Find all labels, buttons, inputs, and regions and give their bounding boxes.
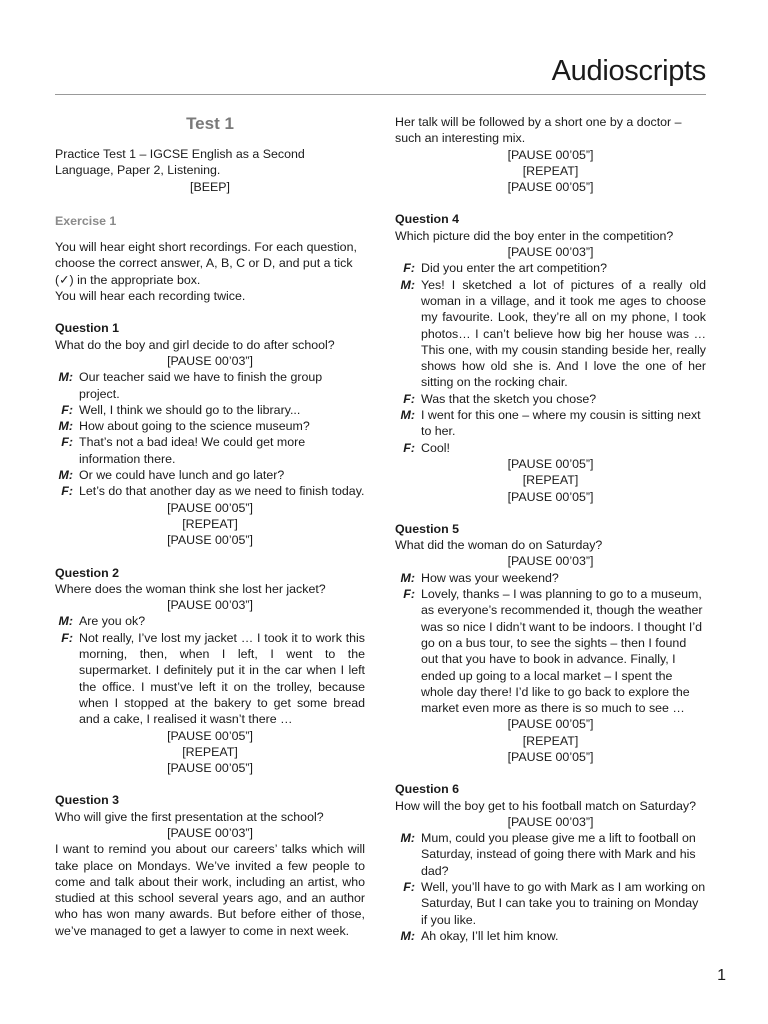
repeat-cue: [REPEAT] <box>522 163 579 178</box>
speaker-label: F: <box>403 261 415 276</box>
repeat-cue: [REPEAT] <box>522 733 579 748</box>
speaker-label: M: <box>400 831 415 846</box>
pause-cue: [PAUSE 00’05”] <box>167 500 253 515</box>
speaker-label: M: <box>58 614 73 629</box>
dialogue-line <box>395 407 706 440</box>
pause-cue: [PAUSE 00’05”] <box>507 147 594 162</box>
dialogue-text: Was that the sketch you chose? <box>421 391 597 406</box>
dialogue-text: Well, you’ll have to go with Mark as I am working on Saturday, But I can take you to training on Monday if you like. <box>421 880 706 927</box>
question-2-text: Where does the woman think she lost her jacket? <box>55 581 326 596</box>
pause-cue: [PAUSE 00’03”] <box>167 353 253 368</box>
pause-cue: [PAUSE 00’05”] <box>167 533 253 548</box>
question-3-heading: Question 3 <box>55 793 120 808</box>
repeat-cue: [REPEAT] <box>182 744 238 759</box>
dialogue-text: Or we could have lunch and go later? <box>79 468 285 483</box>
question-5-text: What did the woman do on Saturday? <box>395 538 603 553</box>
dialogue <box>395 570 706 717</box>
right-column <box>395 114 706 944</box>
pause-cue: [PAUSE 00’03”] <box>167 825 253 840</box>
dialogue <box>395 260 706 456</box>
repeat-cue: [REPEAT] <box>522 473 579 488</box>
dialogue-line <box>55 434 365 467</box>
speaker-label: M: <box>58 468 73 483</box>
test-title: Test 1 <box>186 114 234 133</box>
dialogue <box>55 613 365 727</box>
speaker-label: F: <box>61 435 73 450</box>
dialogue-text: Cool! <box>421 440 450 455</box>
dialogue-text: Let’s do that another day as we need to finish today. <box>79 484 365 499</box>
dialogue-line <box>395 440 706 456</box>
question-4-heading: Question 4 <box>395 212 460 227</box>
page-number: 1 <box>717 967 726 984</box>
dialogue-line <box>395 586 706 716</box>
question-5-heading: Question 5 <box>395 521 460 536</box>
speaker-label: F: <box>61 402 73 417</box>
speaker-label: M: <box>400 570 415 585</box>
dialogue-line <box>395 570 706 586</box>
dialogue-line <box>395 830 706 879</box>
pause-cue: [PAUSE 00’05”] <box>507 749 594 764</box>
dialogue-text: How was your weekend? <box>421 570 559 585</box>
dialogue <box>55 369 365 499</box>
repeat-cue: [REPEAT] <box>182 516 238 531</box>
speaker-label: F: <box>403 391 415 406</box>
pause-cue: [PAUSE 00’03”] <box>167 598 253 613</box>
intro-text: Practice Test 1 – IGCSE English as a Second Language, Paper 2, Listening. <box>55 147 305 178</box>
dialogue-text: Lovely, thanks – I was planning to go to a museum, as everyone’s recommended it, though the weather was so nice I didn’t want to be indoors. I thought I’d go on a bus tour, to see the sights – then I found out that you have to book in advance. Finally, I ended up going to a local market – I spent the whole day there! I’d like to go back to explore the market even more as there is so much to see … <box>421 587 703 716</box>
dialogue-text: Ah okay, I’ll let him know. <box>421 928 559 943</box>
speaker-label: M: <box>58 370 73 385</box>
question-3-text: Who will give the first presentation at the school? <box>55 809 324 824</box>
dialogue-line <box>55 402 365 418</box>
question-2-heading: Question 2 <box>55 565 120 580</box>
pause-cue: [PAUSE 00’05”] <box>507 456 594 471</box>
left-column <box>55 114 365 939</box>
beep-cue: [BEEP] <box>190 179 230 194</box>
dialogue-text: Our teacher said we have to finish the group project. <box>79 370 323 401</box>
question-6-heading: Question 6 <box>395 782 460 797</box>
dialogue-line <box>55 483 365 499</box>
speaker-label: F: <box>61 630 73 645</box>
dialogue-text: Are you ok? <box>79 614 146 629</box>
instructions: You will hear eight short recordings. For each question, choose the correct answer, A, B, C or D, and put a tick (✓) in the appropriate box. <box>55 240 357 287</box>
question-6-text: How will the boy get to his football match on Saturday? <box>395 798 696 813</box>
dialogue-line <box>395 391 706 407</box>
speaker-label: M: <box>400 408 415 423</box>
dialogue-text: Yes! I sketched a lot of pictures of a really old woman in a village, and it took me ages to choose my favourite. Look, they’re all on my phone, I took photos… I can’t believe how big her house was … This one, with my cousin standing beside her, really shows how old she is. And I love the one of her sitting on the rocking chair. <box>421 277 706 390</box>
page-header-title: Audioscripts <box>551 55 706 87</box>
pause-cue: [PAUSE 00’03”] <box>507 554 594 569</box>
dialogue-line <box>395 879 706 928</box>
instructions-repeat-note: You will hear each recording twice. <box>55 289 246 304</box>
question-4-text: Which picture did the boy enter in the competition? <box>395 228 674 243</box>
speaker-label: M: <box>400 277 415 292</box>
dialogue-line <box>55 630 365 728</box>
dialogue-line <box>395 277 706 391</box>
question-1-text: What do the boy and girl decide to do after school? <box>55 337 335 352</box>
dialogue-text: Not really, I’ve lost my jacket … I took it to work this morning, then, when I left, I went to the supermarket. I definitely put it in the car when I left the office. I must’ve left it on the trolley, because when I stopped at the bakery to get some bread and a cake, I realised it wasn’t there … <box>79 630 365 727</box>
speaker-label: F: <box>403 880 415 895</box>
dialogue <box>395 830 706 944</box>
pause-cue: [PAUSE 00’05”] <box>507 180 594 195</box>
dialogue-text: Well, I think we should go to the library... <box>79 402 301 417</box>
dialogue-line <box>395 260 706 276</box>
speaker-label: F: <box>403 587 415 602</box>
header-divider <box>55 94 706 95</box>
pause-cue: [PAUSE 00’03”] <box>507 245 594 260</box>
dialogue-text: How about going to the science museum? <box>79 419 310 434</box>
dialogue-text: Did you enter the art competition? <box>421 261 607 276</box>
pause-cue: [PAUSE 00’05”] <box>167 761 253 776</box>
pause-cue: [PAUSE 00’05”] <box>507 489 594 504</box>
speaker-label: F: <box>61 484 73 499</box>
monologue-continuation: Her talk will be followed by a short one by a doctor – such an interesting mix. <box>395 115 682 146</box>
dialogue-text: Mum, could you please give me a lift to football on Saturday, instead of going there with Mark and his dad? <box>421 831 696 878</box>
monologue-text: I want to remind you about our careers’ talks which will take place on Mondays. We’ve invited a few people to come and talk about their work, including an artist, who studied at this school several years ago, and an author who has won many awards. But before either of those, we’ve managed to get a lawyer to come in next week. <box>55 842 365 938</box>
pause-cue: [PAUSE 00’03”] <box>507 814 594 829</box>
speaker-label: M: <box>58 419 73 434</box>
dialogue-line <box>395 928 706 944</box>
dialogue-line <box>55 418 365 434</box>
pause-cue: [PAUSE 00’05”] <box>507 717 594 732</box>
pause-cue: [PAUSE 00’05”] <box>167 728 253 743</box>
question-1-heading: Question 1 <box>55 321 120 336</box>
dialogue-text: That’s not a bad idea! We could get more information there. <box>79 435 306 466</box>
dialogue-text: I went for this one – where my cousin is sitting next to her. <box>421 408 701 439</box>
dialogue-line <box>55 613 365 629</box>
dialogue-line <box>55 369 365 402</box>
speaker-label: M: <box>400 928 415 943</box>
speaker-label: F: <box>403 440 415 455</box>
dialogue-line <box>55 467 365 483</box>
exercise-heading: Exercise 1 <box>55 213 117 228</box>
